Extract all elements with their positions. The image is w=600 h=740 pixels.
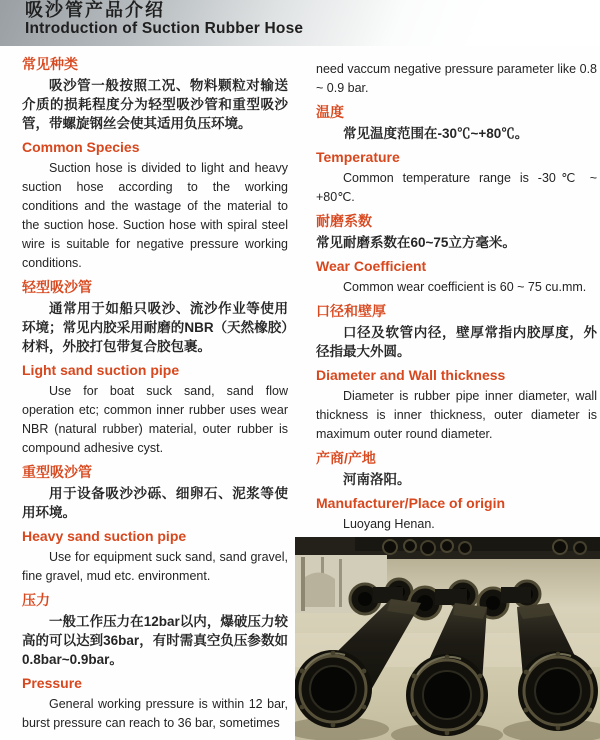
para-zh-temperature: 常见温度范围在-30℃~+80℃。 — [343, 126, 529, 141]
heading-zh-diameter-wall: 口径和壁厚 — [316, 303, 386, 319]
heading-en-pressure: Pressure — [22, 675, 82, 691]
para-en-common-species: Suction hose is divided to light and heavy suction hose according to the working conditions and the wastage of the material to the suction hose. Suction hose with spiral steel wire is suitable for negative pressure working conditions. — [22, 161, 288, 270]
para-en-pressure: General working pressure is within 12 bar, burst pressure can reach to 36 bar, sometimes — [22, 697, 288, 730]
heading-en-light-sand-pipe: Light sand suction pipe — [22, 362, 180, 378]
right-column — [316, 54, 597, 537]
para-zh-pressure: 一般工作压力在12bar以内，爆破压力较高的可以达到36bar，有时需真空负压参数如0.8bar~0.9bar。 — [22, 614, 288, 667]
page-title-zh: 吸沙管产品介绍 — [25, 0, 165, 20]
heading-en-origin: Manufacturer/Place of origin — [316, 495, 506, 511]
para-en-light-sand-pipe: Use for boat suck sand, sand flow operation etc; common inner rubber uses wear NBR (natural rubber) material, outer rubber is compound adhesive cyst. — [22, 384, 288, 455]
suction-rubber-hose-product-photo — [295, 537, 600, 740]
para-zh-common-species: 吸沙管一般按照工况、物料颗粒对输送介质的损耗程度分为轻型吸沙管和重型吸沙管，带螺旋钢丝会使其适用负压环境。 — [22, 78, 288, 131]
para-zh-wear-coefficient: 常见耐磨系数在60~75立方毫米。 — [316, 235, 516, 250]
heading-zh-pressure: 压力 — [22, 592, 50, 608]
para-zh-origin: 河南洛阳。 — [343, 472, 411, 487]
para-en-pressure-continued: need vaccum negative pressure parameter like 0.8 ~ 0.9 bar. — [316, 62, 597, 95]
heading-zh-light-sand-pipe: 轻型吸沙管 — [22, 279, 92, 295]
heading-zh-origin: 产商/产地 — [316, 450, 376, 466]
para-en-heavy-sand-pipe: Use for equipment suck sand, sand gravel, fine gravel, mud etc. environment. — [22, 550, 288, 583]
para-zh-light-sand-pipe: 通常用于如船只吸沙、流沙作业等使用环境；常见内胶采用耐磨的NBR（天然橡胶）材料，外胶打包带复合胶包裹。 — [22, 301, 288, 354]
left-column — [22, 50, 288, 735]
para-en-wear-coefficient: Common wear coefficient is 60 ~ 75 cu.mm. — [343, 280, 587, 294]
heading-zh-temperature: 温度 — [316, 104, 344, 120]
page-title-en: Introduction of Suction Rubber Hose — [25, 20, 304, 37]
hose-photo-graphic — [295, 537, 600, 740]
para-en-origin: Luoyang Henan. — [343, 517, 435, 531]
para-en-temperature: Common temperature range is -30℃ ~ +80℃. — [316, 171, 597, 204]
heading-zh-heavy-sand-pipe: 重型吸沙管 — [22, 464, 92, 480]
page-header-band — [0, 0, 600, 46]
heading-zh-common-species: 常见种类 — [22, 56, 78, 72]
heading-en-common-species: Common Species — [22, 139, 140, 155]
para-zh-heavy-sand-pipe: 用于设备吸沙沙砾、细卵石、泥浆等使用环境。 — [22, 486, 288, 520]
heading-en-wear-coefficient: Wear Coefficient — [316, 258, 427, 274]
heading-en-heavy-sand-pipe: Heavy sand suction pipe — [22, 528, 187, 544]
heading-en-diameter-wall: Diameter and Wall thickness — [316, 367, 506, 383]
heading-zh-wear-coefficient: 耐磨系数 — [316, 213, 372, 229]
heading-en-temperature: Temperature — [316, 149, 400, 165]
para-zh-diameter-wall: 口径及软管内径，壁厚常指内胶厚度，外径指最大外圆。 — [316, 325, 597, 359]
para-en-diameter-wall: Diameter is rubber pipe inner diameter, wall thickness is inner thickness, outer diameter is maximum outer round diameter. — [316, 389, 597, 441]
